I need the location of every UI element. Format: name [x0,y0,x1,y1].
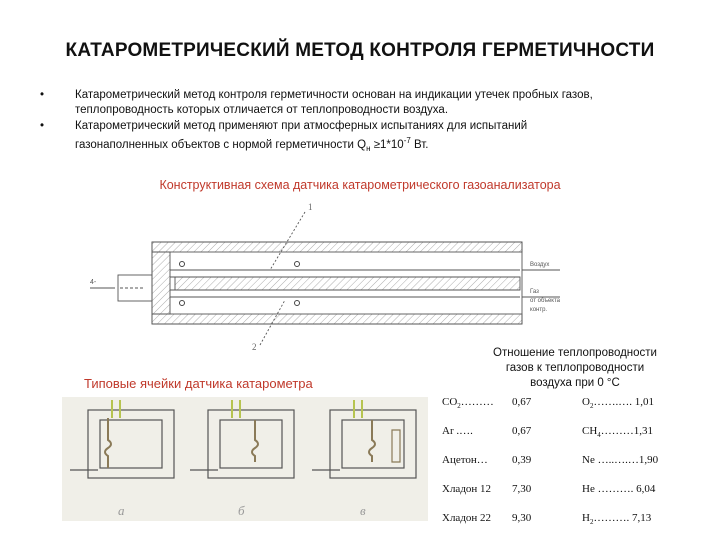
value-cell: 0,67 [512,425,532,437]
bullet-text-2: Катарометрический метод применяют при атмосферных испытаниях для испытаний газонаполненных объектов с нормой герметичности $Q_н \ge 1*10^{-7}$ Вт. [75,120,528,153]
sensor-wall-left [152,252,170,314]
value-cell: 7,30 [512,483,532,495]
gas-cell: Хладон 22 [442,512,492,524]
value-cell: 0,67 [512,396,532,408]
table-row [442,425,692,454]
ratio-header: Отношение теплопроводности газов к теплопроводности воздуха при 0 °С [493,347,657,389]
sensor-element-2 [180,301,185,306]
gas-ratio-table [442,396,692,541]
bullet-text-1: Катарометрический метод контроля герметичности основан на индикации утечек пробных газов, теплопроводность которых отличается от теплопроводности воздуха. [75,89,593,116]
gas-cell: Хладон 12 [442,483,492,495]
cell-letter-a: а [118,503,125,518]
value-cell: 9,30 [512,512,532,524]
sensor-element-3 [295,262,300,267]
cell-letter-b: б [238,503,245,518]
table-row [442,454,692,483]
diagram-label-1: 1 [308,202,313,212]
cells-photo [62,397,428,521]
cell-letter-c: в [360,503,366,518]
diagram-label-gas: Газ [530,289,539,295]
diagram-label-left: 4- [90,279,97,286]
gas-cell: Ar .…. [442,425,473,437]
gas-cell: Ацетон… [442,454,488,466]
gas-cell: He ………. 6,04 [582,483,656,495]
diagram-label-from-object: от объекта [530,298,560,304]
value-cell: 0,39 [512,454,532,466]
gas-cell: Ne …..….…1,90 [582,454,659,466]
sensor-element-4 [295,301,300,306]
sensor-divider [175,277,520,290]
table-row [442,396,692,425]
sensor-wall-bottom [152,314,522,324]
gas-cell: $H_2\dots\dots\dots$. 7,13 [582,512,652,527]
table-row [442,512,692,541]
gas-cell: $CO_2\dots\dots\dots$ [442,396,494,411]
gas-cell: $CH_4\dots\dots\dots 1,31$ [582,425,654,440]
sensor-element-1 [180,262,185,267]
page-title: КАТАРОМЕТРИЧЕСКИЙ МЕТОД КОНТРОЛЯ ГЕРМЕТИЧНОСТИ [65,40,655,61]
diagram-label-2: 2 [252,342,257,352]
cells-caption: Типовые ячейки датчика катарометра [84,376,313,391]
bullet-dot: • [40,120,45,132]
diagram-label-control: контр. [530,307,548,313]
bullet-dot: • [40,89,45,101]
table-row [442,483,692,512]
sensor-caption: Конструктивная схема датчика катарометрического газоанализатора [159,178,561,192]
diagram-label-air: Воздух [530,262,550,268]
sensor-wall-top [152,242,522,252]
gas-cell: $O_2\dots\dots.\dots$. 1,01 [582,396,654,411]
